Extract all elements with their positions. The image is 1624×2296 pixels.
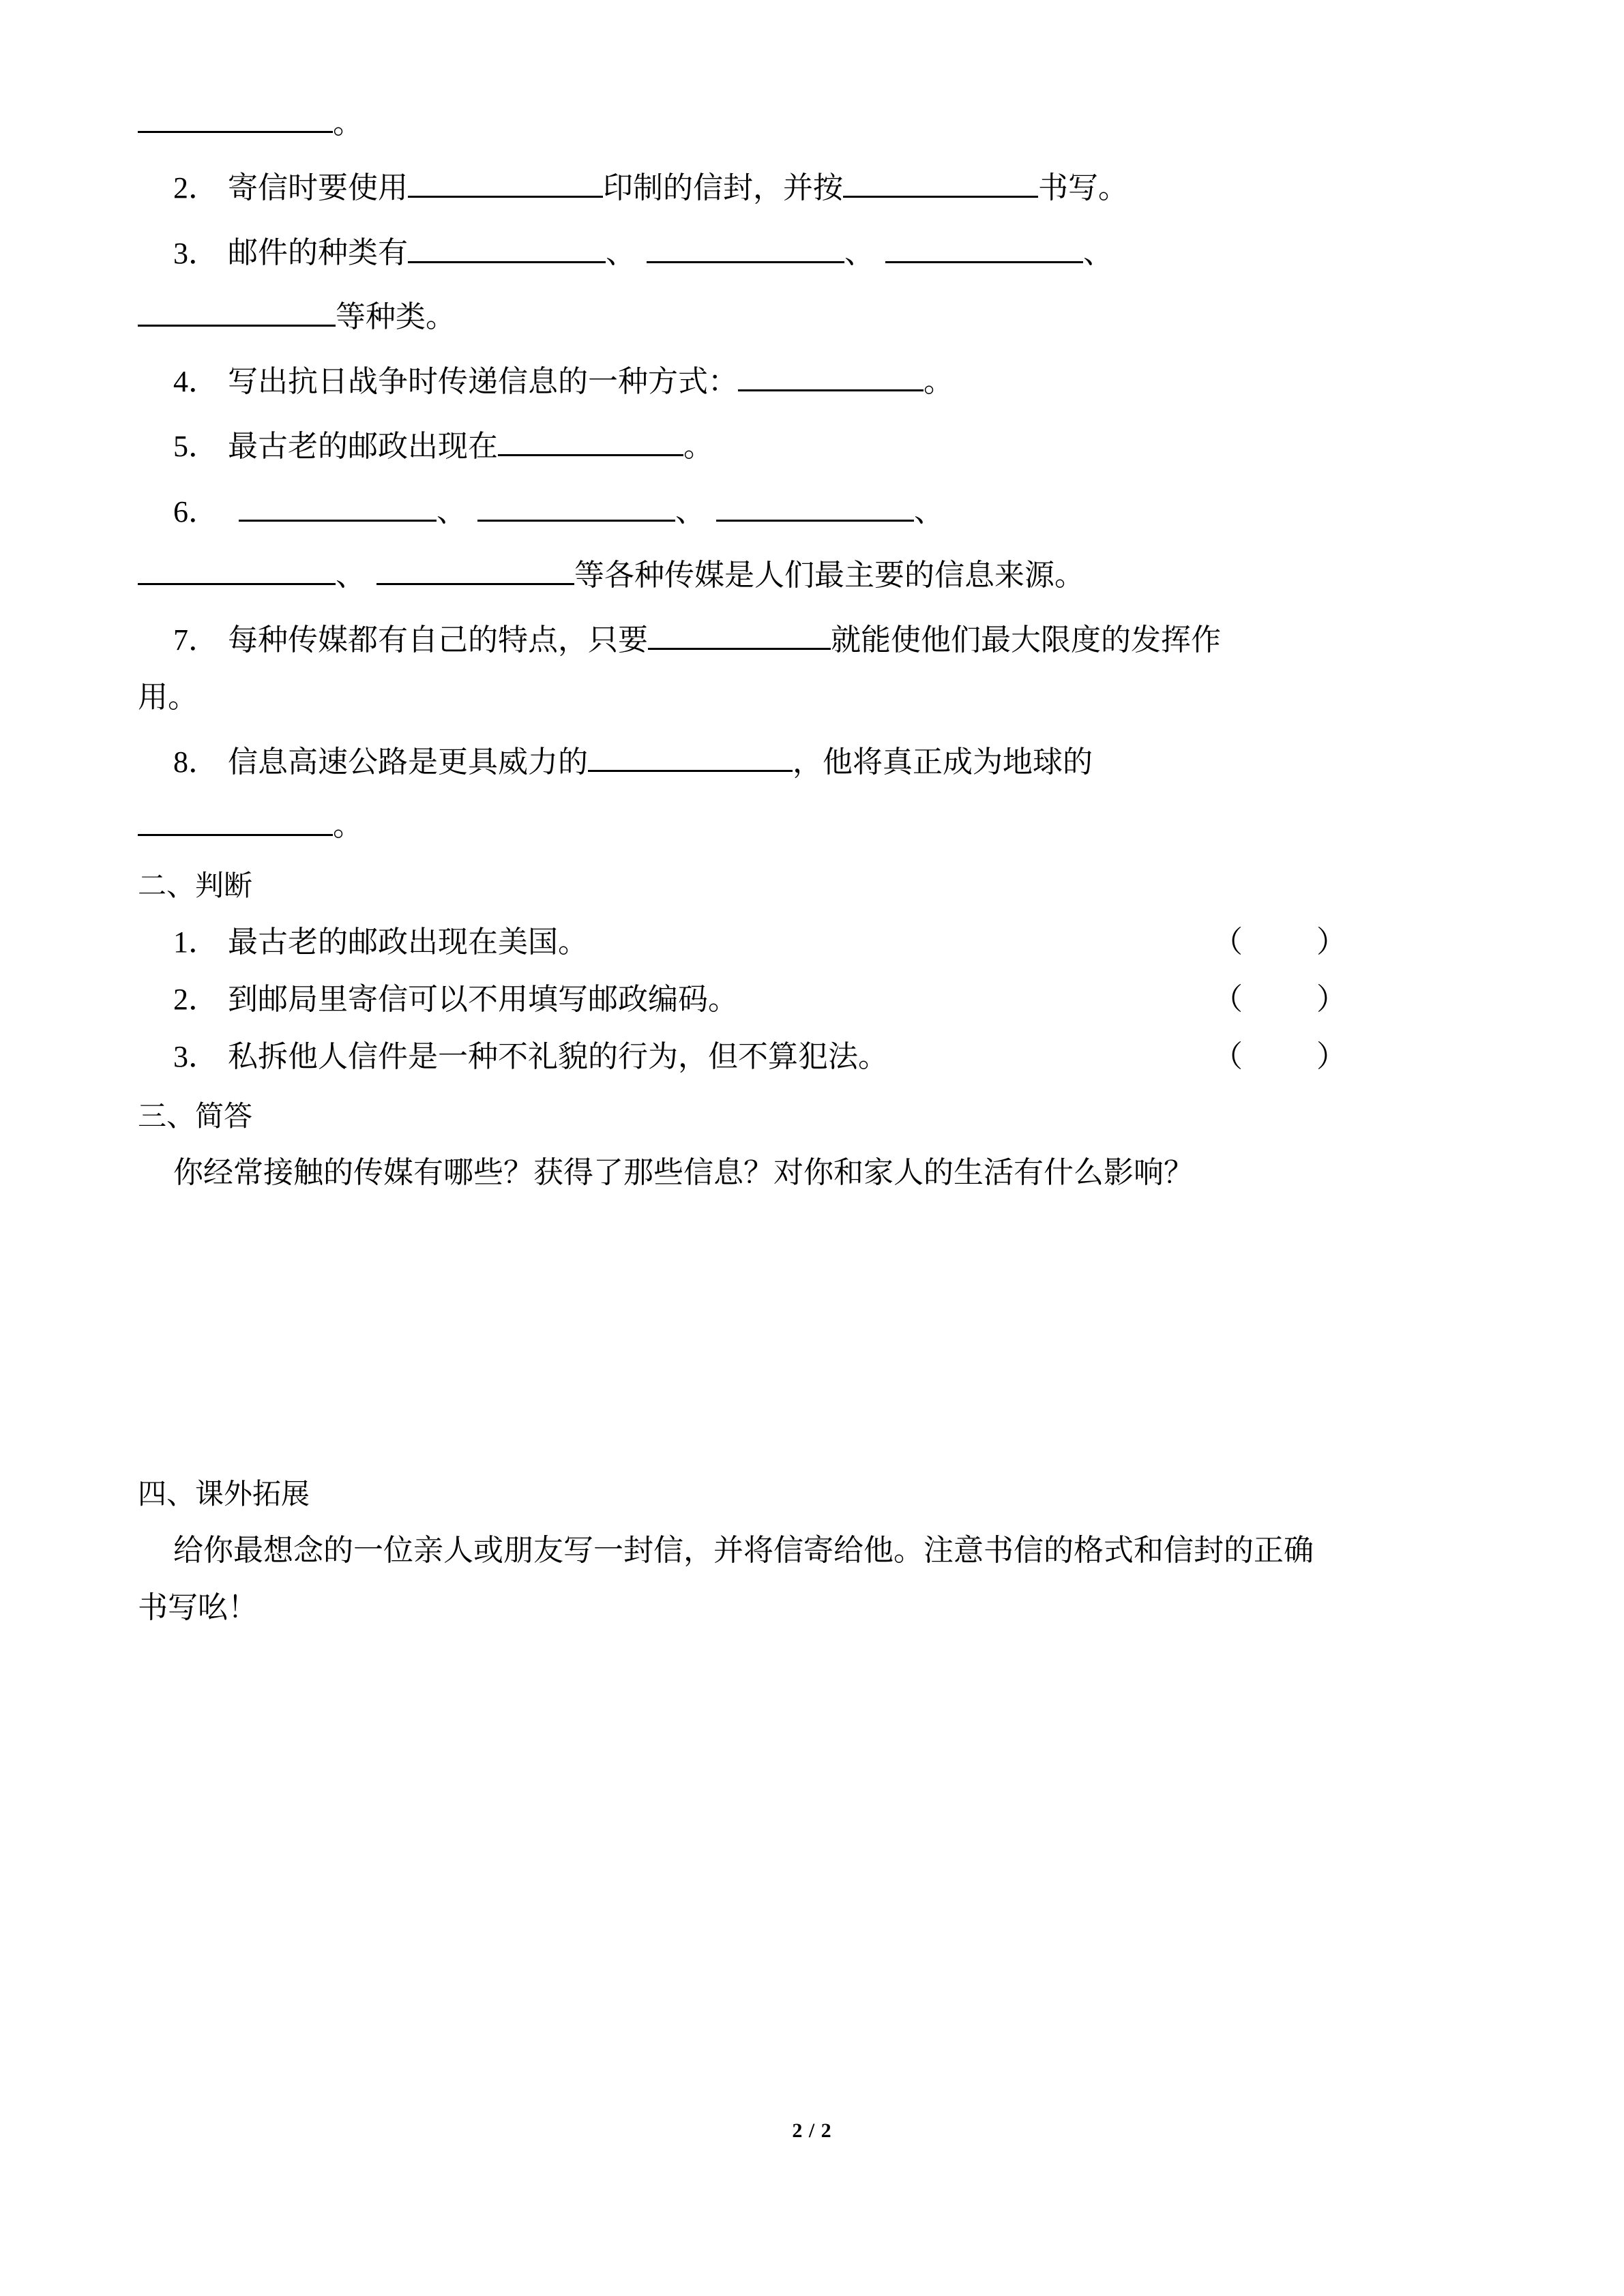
item6-sep-4: 、 [336,558,366,592]
item5-text-b: 。 [683,430,713,464]
blank-line[interactable] [648,619,831,650]
item2-text-b: 印制的信封，并按 [603,171,843,205]
item1-tail-suffix: 。 [333,106,363,140]
item-number: 1． [173,925,218,959]
item-number: 7． [173,623,218,657]
blank-line[interactable] [239,490,437,521]
true-false-item-1 [138,927,1441,957]
blank-line[interactable] [716,490,914,521]
blank-line[interactable] [408,232,606,263]
fill-in-item-4 [138,361,1441,397]
item-number: 5． [173,430,218,464]
item7-text-c: 用。 [138,681,198,715]
answer-parentheses[interactable] [1213,927,1359,957]
item-number: 8． [173,745,218,779]
fill-in-item-2 [138,167,1441,203]
blank-line[interactable] [138,805,333,835]
item3-sep-2: 、 [844,236,874,270]
fill-in-item-3 [138,232,1441,268]
paren-open: （ [1213,925,1243,959]
tf-item-text: 到邮局里寄信可以不用填写邮政编码。 [228,982,738,1016]
paren-open: （ [1213,982,1243,1016]
answer-parentheses[interactable] [1213,1039,1359,1073]
answer-parentheses[interactable] [1213,982,1359,1016]
item4-text-b: 。 [924,365,954,399]
blank-line[interactable] [408,167,603,198]
fill-in-item-7 [138,619,1441,655]
blank-line[interactable] [498,426,683,456]
blank-line[interactable] [885,232,1083,263]
paren-close: ） [1316,1039,1346,1073]
blank-line[interactable] [138,102,333,133]
item-number: 3． [173,1039,218,1073]
item6-tail: 等各种传媒是人们最主要的信息来源。 [574,558,1084,592]
item7-text-a: 每种传媒都有自己的特点，只要 [228,623,648,657]
blank-line[interactable] [477,490,675,521]
true-false-item-3 [138,1039,1441,1073]
fill-in-item-8-continued [138,805,1441,841]
section-heading-three: 三、简答 [138,1099,253,1132]
item-number: 3． [173,236,218,270]
item8-text-b: ，他将真正成为地球的 [793,745,1093,779]
short-answer-writing-space[interactable] [138,1188,1441,1392]
fill-in-item-6-continued [138,554,1441,591]
blank-line[interactable] [138,296,336,327]
extension-text-line-1 [138,1533,1441,1567]
fill-in-item-5 [138,426,1441,462]
item3-sep-1: 、 [606,236,636,270]
fill-in-item-1-tail [138,102,1441,138]
item4-text-a: 写出抗日战争时传递信息的一种方式： [228,365,738,399]
blank-line[interactable] [588,741,793,772]
true-false-item-2 [138,982,1441,1016]
tf-item-body [138,927,588,957]
item2-text-a: 寄信时要使用 [228,171,408,205]
short-answer-question [138,1155,1441,1189]
item7-text-b: 就能使他们最大限度的发挥作 [831,623,1221,657]
blank-line[interactable] [738,361,924,391]
fill-in-item-6 [138,490,1441,526]
page-number-footer: 2 / 2 [792,2119,832,2142]
extension-text-a: 给你最想念的一位亲人或朋友写一封信，并将信寄给他。注意书信的格式和信封的正确 [173,1533,1314,1567]
blank-line[interactable] [138,554,336,585]
item3-text-a: 邮件的种类有 [228,236,408,270]
fill-in-item-7-continued [138,683,1441,713]
tf-item-body [138,1039,888,1073]
blank-line[interactable] [377,554,574,585]
paren-open: （ [1213,1039,1243,1073]
section-gap [138,1392,1441,1480]
tf-item-text: 最古老的邮政出现在美国。 [228,925,588,959]
tf-item-text: 私拆他人信件是一种不礼貌的行为，但不算犯法。 [228,1039,888,1073]
blank-line[interactable] [647,232,844,263]
item-number: 2． [173,171,218,205]
extension-text-b: 书写吆！ [138,1590,258,1624]
item3-sep-3: 、 [1083,236,1113,270]
paren-close: ） [1316,982,1346,1016]
item6-sep-2: 、 [675,494,705,528]
section-heading-two: 二、判断 [138,869,253,901]
short-answer-question-text: 你经常接触的传媒有哪些？获得了那些信息？对你和家人的生活有什么影响？ [173,1155,1194,1189]
fill-in-item-3-continued [138,296,1441,332]
item6-sep-1: 、 [437,494,467,528]
paren-close: ） [1316,925,1346,959]
item5-text-a: 最古老的邮政出现在 [228,430,498,464]
item-number: 4． [173,365,218,399]
page-content [138,102,1441,1623]
item-number: 2． [173,982,218,1016]
item8-text-c: 。 [333,809,363,843]
extension-text-line-2 [138,1590,1441,1624]
tf-item-body [138,982,738,1016]
item8-text-a: 信息高速公路是更具威力的 [228,745,588,779]
item3-tail: 等种类。 [336,299,456,333]
fill-in-item-8 [138,741,1441,777]
blank-line[interactable] [843,167,1038,198]
item-number: 6． [173,494,218,528]
item2-text-c: 书写。 [1038,171,1128,205]
item6-sep-3: 、 [914,494,944,528]
section-heading-four: 四、课外拓展 [138,1477,310,1510]
